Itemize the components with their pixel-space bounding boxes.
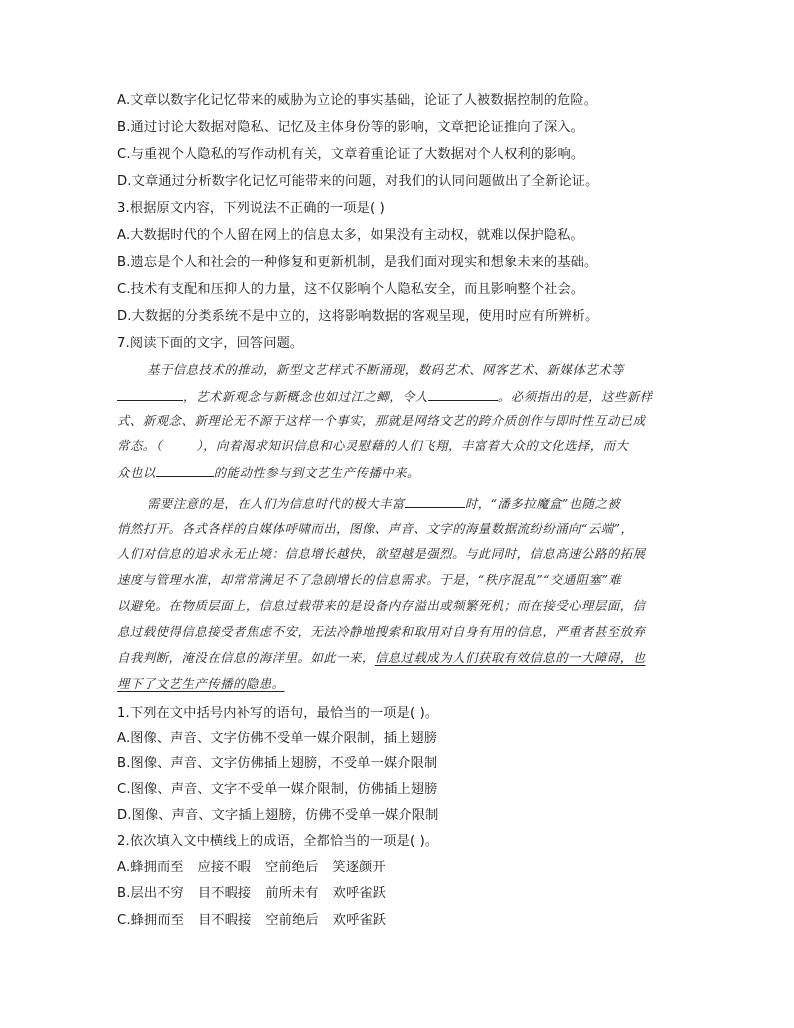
fill-blank[interactable] [117,388,183,401]
q1-option-b[interactable]: B.图像、声音、文字仿佛插上翅膀，不受单一媒介限制 [117,756,438,771]
fill-blank[interactable] [405,495,465,508]
question-2-stem: 2.依次填入文中横线上的成语，全都恰当的一项是( )。 [117,834,439,849]
passage-line: 常态。（ ），向着渴求知识信息和心灵慰藉的人们飞翔，丰富着大众的文化选择，而大 [117,438,629,453]
q3-option-d[interactable]: D.大数据的分类系统不是中立的，这将影响数据的客观呈现，使用时应有所辨析。 [117,309,599,324]
q3-option-b[interactable]: B.遗忘是个人和社会的一种修复和更新机制，是我们面对现实和想象未来的基础。 [117,255,598,270]
q1-option-d[interactable]: D.图像、声音、文字插上翅膀，仿佛不受单一媒介限制 [117,808,439,823]
fill-blank[interactable] [156,464,214,477]
passage-line: 息过载使得信息接受者焦虑不安，无法冷静地搜索和取用对自身有用的信息，严重者甚至放弃 [117,624,646,639]
passage-line: ，艺术新观念与新概念也如过江之鲫，令人 。必须指出的是，这些新样 [117,388,653,405]
underlined-sentence: 埋下了文艺生产传播的隐患。 [117,676,285,691]
question-1-stem: 1.下列在文中括号内补写的语句，最恰当的一项是( )。 [117,706,439,721]
passage-line: 基于信息技术的推动，新型文艺样式不断涌现，数码艺术、网客艺术、新媒体艺术等 [147,362,624,377]
passage-line [117,676,285,692]
option-b[interactable]: B.通过讨论大数据对隐私、记忆及主体身份等的影响，文章把论证推向了深入。 [117,120,585,135]
option-d[interactable]: D.文章通过分析数字化记忆可能带来的问题，对我们的认同问题做出了全新论证。 [117,174,599,189]
q1-option-a[interactable]: A.图像、声音、文字仿佛不受单一媒介限制，插上翅膀 [117,731,438,746]
question-3-stem: 3.根据原文内容，下列说法不正确的一项是( ) [117,201,385,216]
q2-option-c[interactable]: C.蜂拥而至 目不暇接 空前绝后 欢呼雀跃 [117,913,387,928]
fill-blank[interactable] [428,388,498,401]
q3-option-a[interactable]: A.大数据时代的个人留在网上的信息太多，如果没有主动权，就难以保护隐私。 [117,228,584,243]
q3-option-c[interactable]: C.技术有支配和压抑人的力量，这不仅影响个人隐私安全，而且影响整个社会。 [117,282,585,297]
passage-line: 自我判断，淹没在信息的海洋里。如此一来，信息过载成为人们获取有效信息的一大障碍，也 [117,650,646,665]
q1-option-c[interactable]: C.图像、声音、文字不受单一媒介限制，仿佛插上翅膀 [117,782,438,797]
q2-option-b[interactable]: B.层出不穷 目不暇接 前所未有 欢呼雀跃 [117,886,386,901]
option-c[interactable]: C.与重视个人隐私的写作动机有关，文章着重论证了大数据对个人权利的影响。 [117,147,585,162]
q2-option-a[interactable]: A.蜂拥而至 应接不暇 空前绝后 笑逐颜开 [117,860,386,875]
passage-line: 以避免。在物质层面上，信息过载带来的是设备内存溢出或频繁死机；而在接受心理层面，信 [117,598,646,613]
underlined-sentence: 信息过载成为人们获取有效信息的一大障碍，也 [374,650,646,665]
passage-line: 众也以 的能动性参与到文艺生产传播中来。 [117,465,420,480]
passage-line: 悄然打开。各式各样的自媒体呼啸而出，图像、声音、文字的海量数据流纷纷涌向“云端”， [117,521,634,536]
option-a[interactable]: A.文章以数字化记忆带来的威胁为立论的事实基础，论证了人被数据控制的危险。 [117,93,598,108]
question-7-stem: 7.阅读下面的文字，回答问题。 [117,336,304,351]
passage-line: 速度与管理水准，却常常满足不了急剧增长的信息需求。于是，“秩序混乱”“交通阻塞”难 [117,572,622,587]
passage-line: 人们对信息的追求永无止境：信息增长越快，欲望越是强烈。与此同时，信息高速公路的拓展 [117,546,646,561]
passage-line: 需要注意的是，在人们为信息时代的极大丰富 时，“潘多拉魔盒”也随之被 [147,496,621,511]
passage-line: 式、新观念、新理论无不源于这样一个事实，那就是网络文艺的跨介质创作与即时性互动已成 [117,413,646,428]
